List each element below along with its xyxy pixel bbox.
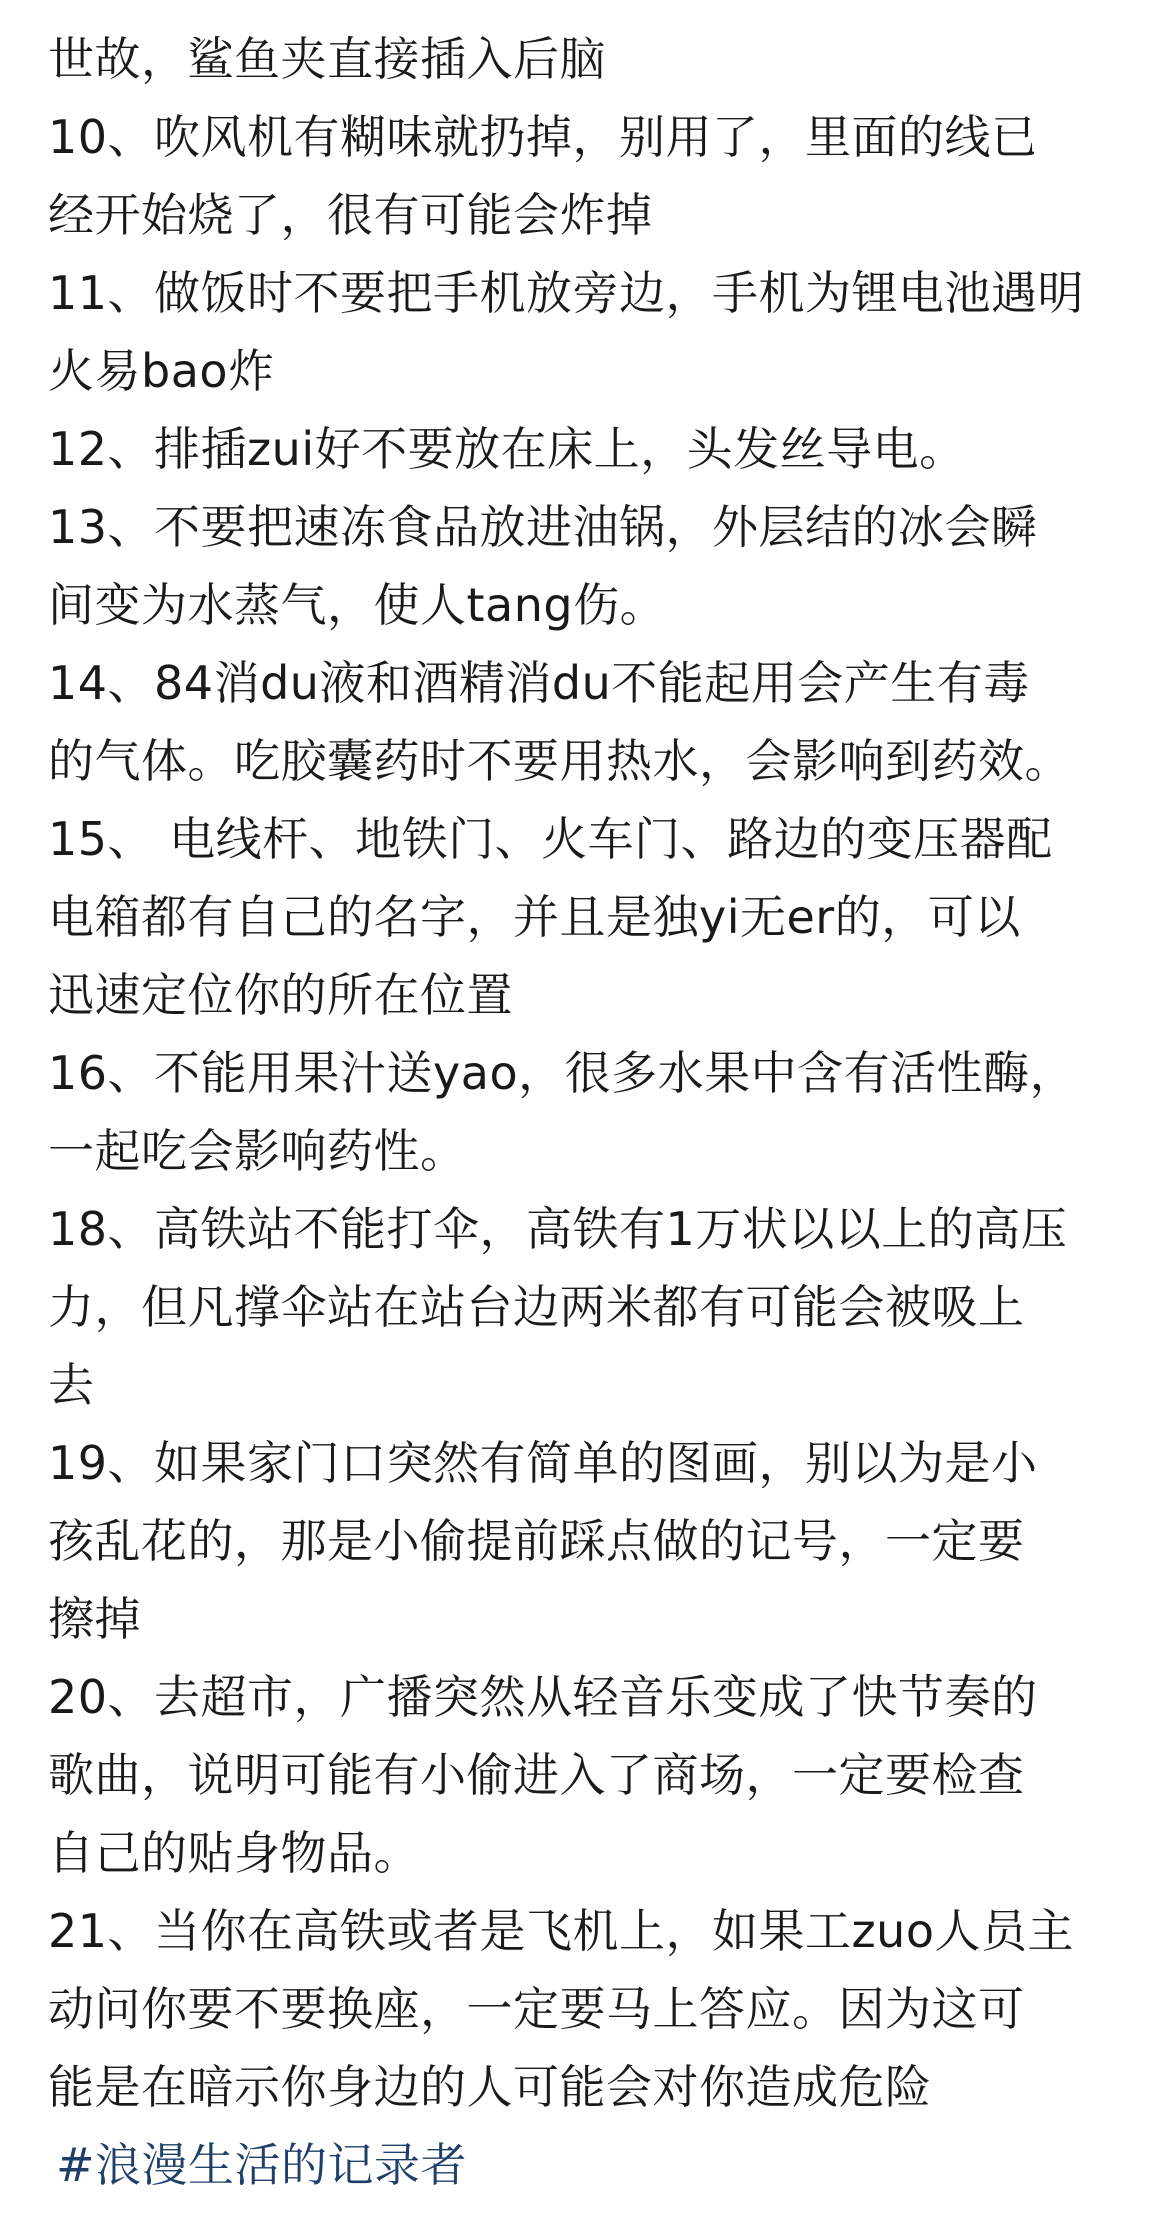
text-line: 20、去超市，广播突然从轻音乐变成了快节奏的	[48, 1670, 1038, 1724]
text-line: 火易bao炸	[48, 344, 275, 398]
text-line: 动问你要不要换座，一定要马上答应。因为这可	[48, 1982, 1025, 2036]
text-line: 15、 电线杆、地铁门、火车门、路边的变压器配	[48, 812, 1053, 866]
text-line: 电箱都有自己的名字，并且是独yi无er的，可以	[48, 890, 1021, 944]
text-line: 经开始烧了，很有可能会炸掉	[48, 188, 653, 242]
text-line: 歌曲，说明可能有小偷进入了商场，一定要检查	[48, 1748, 1025, 1802]
text-line: 19、如果家门口突然有简单的图画，别以为是小	[48, 1436, 1038, 1490]
hashtag-link[interactable]: #浪漫生活的记录者	[56, 2138, 468, 2192]
text-line: 14、84消du液和酒精消du不能起用会产生有毒	[48, 656, 1030, 710]
text-line: 13、不要把速冻食品放进油锅，外层结的冰会瞬	[48, 500, 1038, 554]
text-line: 间变为水蒸气，使人tang伤。	[48, 578, 667, 632]
text-line: 自己的贴身物品。	[48, 1826, 420, 1880]
text-line: 能是在暗示你身边的人可能会对你造成危险	[48, 2060, 932, 2114]
text-line: 迅速定位你的所在位置	[48, 968, 513, 1022]
text-line: 擦掉	[48, 1592, 141, 1646]
text-line: 一起吃会影响药性。	[48, 1124, 467, 1178]
text-line: 11、做饭时不要把手机放旁边，手机为锂电池遇明	[48, 266, 1085, 320]
text-line: 世故，鲨鱼夹直接插入后脑	[48, 32, 606, 86]
text-line: 孩乱花的，那是小偷提前踩点做的记号，一定要	[48, 1514, 1025, 1568]
text-line: 力，但凡撑伞站在站台边两米都有可能会被吸上	[48, 1280, 1025, 1334]
text-line: 18、高铁站不能打伞，高铁有1万状以以上的高压	[48, 1202, 1068, 1256]
text-line: 12、排插zui好不要放在床上，头发丝导电。	[48, 422, 966, 476]
text-line: 16、不能用果汁送yao，很多水果中含有活性酶，	[48, 1046, 1077, 1100]
text-line: 去	[48, 1358, 95, 1412]
text-line: 的气体。吃胶囊药时不要用热水，会影响到药效。	[48, 734, 1071, 788]
text-line: 10、吹风机有糊味就扔掉，别用了，里面的线已	[48, 110, 1038, 164]
text-line: 21、当你在高铁或者是飞机上，如果工zuo人员主	[48, 1904, 1074, 1958]
